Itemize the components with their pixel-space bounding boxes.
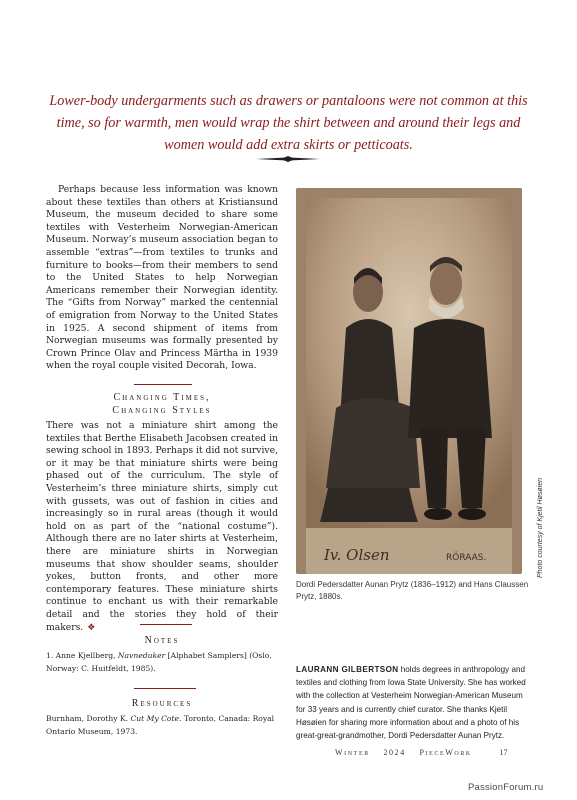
portrait-image [296, 188, 522, 574]
resources-item-title: Cut My Cote [130, 714, 180, 723]
resources-item-rest: . Toronto, Canada: Royal Ontario Museum, 1973. [46, 714, 275, 736]
pull-quote: Lower-body undergarments such as drawers or pantaloons were not common at this time, so for warmth, men would wrap the shirt between and around their legs and women would add extra skirts or petticoats. [49, 93, 528, 153]
notes-item [46, 650, 278, 676]
photo-credit: Photo courtesy of Kjetil Høsøien [537, 478, 544, 578]
section-heading-line1: Changing Times, [113, 392, 211, 403]
author-bio [296, 663, 528, 742]
author-name: LAURANN GILBERTSON [296, 665, 399, 674]
page-number: 17 [499, 748, 508, 757]
resources-rule [134, 688, 196, 689]
studio-mark-left: Iv. Olsen [324, 546, 390, 564]
photo-caption: Dordi Pedersdatter Aunan Prytz (1836–1912) and Hans Claussen Prytz, 1880s. [296, 580, 529, 601]
quote-ornament [256, 156, 320, 162]
resources-item [46, 713, 278, 739]
resources-item-prefix: Burnham, Dorothy K. [46, 714, 131, 723]
intro-paragraph: Perhaps because less information was known about these textiles than others at Kristiansund Museum, the museum decided to share some textiles with Vesterheim Norwegian-American Museum. Norway’s museum association began to assemble “extras”—from textiles to trunks and furniture to books—from their members to send to the United States to help Norwegian Americans remember their Norwegian identity. The “Gifts from Norway” marked the centennial of emigration from Norway to the United States in 1925. A second shipment of items from Norwegian museums was formally presented by Crown Prince Olav and Princess Märtha in 1939 when the royal couple visited Decorah, Iowa. [46, 184, 278, 372]
notes-item-prefix: 1. Anne Kjellberg, [46, 651, 118, 660]
section-heading-changing [46, 391, 278, 417]
section-rule [134, 384, 192, 385]
changing-styles-paragraph [46, 420, 278, 634]
notes-rule [140, 624, 192, 625]
notes-heading: Notes [144, 635, 180, 646]
intro-article-text [46, 184, 278, 373]
footer-year: 2024 [383, 748, 406, 757]
notes-item-rest: [Alphabet Samplers] (Oslo, Norway: C. Huitfeldt, 1985). [46, 651, 272, 673]
page-footer [335, 748, 535, 757]
resources-heading: Resources [131, 698, 193, 709]
footer-season: Winter [335, 748, 370, 757]
section-heading-line2: Changing Styles [112, 405, 212, 416]
changing-styles-body: There was not a miniature shirt among the textiles that Berthe Elisabeth Jacobsen created in sewing school in 1893. Perhaps it did not survive, or it may be that miniature shirts were being phased out of the curriculum. The style of Vesterheim’s three miniature shirts, simply cut with gussets, was out of fashion in cities and increasingly so in rural areas (though it would hold on as part of the “national costume”). Although there are no later shirts at Vesterheim, there are miniature shirts in Norwegian museums that show shoulder seams, shoulder yokes, button fronts, and other more contemporary features. These miniature shirts continue to enchant us with their remarkable detail and the stories they hold of their makers. [46, 420, 278, 633]
historic-portrait-photo [296, 188, 522, 574]
changing-styles-text [46, 420, 278, 634]
studio-mark-right: RÖRAAS. [446, 553, 487, 563]
footer-magazine: PieceWork [419, 748, 472, 757]
watermark: PassionForum.ru [468, 782, 544, 793]
end-mark-icon: ❖ [87, 621, 96, 633]
notes-item-title: Navneduker [117, 651, 166, 660]
author-bio-text: holds degrees in anthropology and textiles and clothing from Iowa State University. She has worked with the collection at Vesterheim Norwegian-American Museum for 33 years and is currently chief curator. She thanks Kjetil Høsøien for sharing more information about and a photo of his great-great-grandmother, Dordi Pedersdatter Aunan Prytz. [296, 665, 526, 741]
